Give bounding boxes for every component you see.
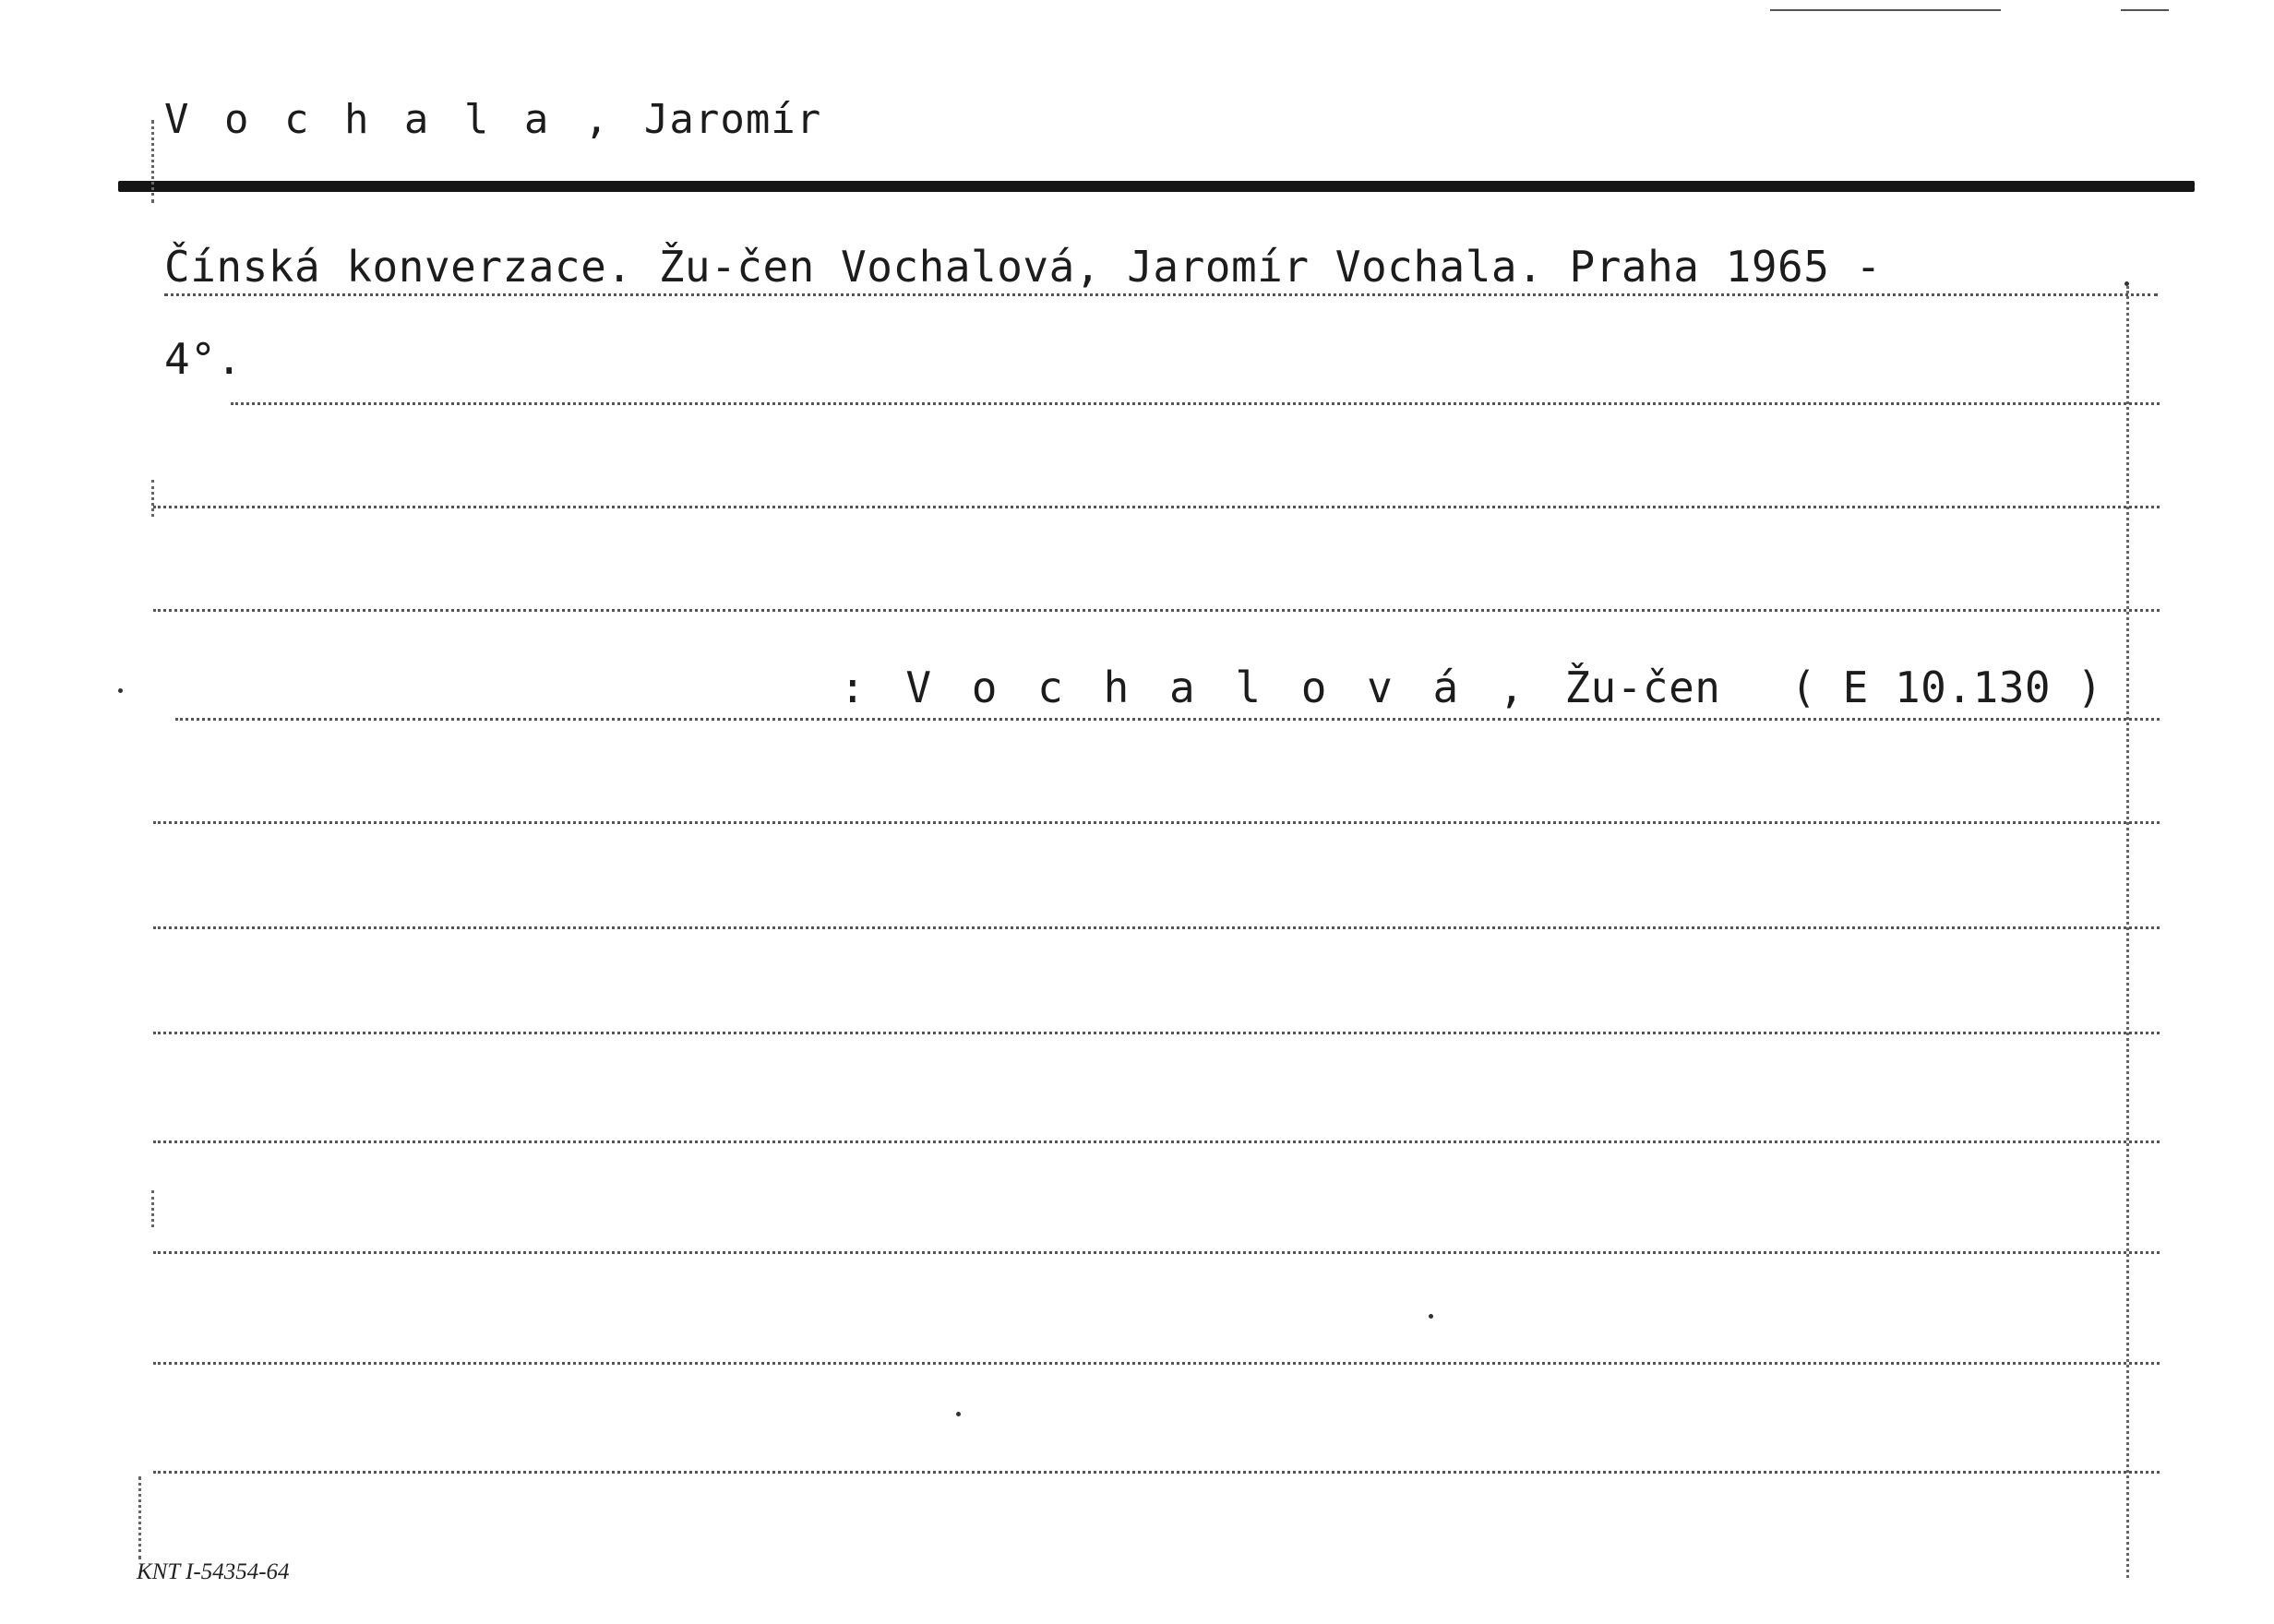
ink-speck [2124, 281, 2129, 286]
ruled-line [153, 1032, 2160, 1034]
top-edge-mark [1770, 9, 2001, 11]
ruled-line [153, 1471, 2160, 1474]
ruled-line [164, 293, 2158, 296]
ruled-line [153, 609, 2160, 612]
ruled-line [153, 1362, 2160, 1365]
added-entry-surname: V o c h a l o v á , [905, 663, 1532, 712]
added-entry-prefix: : [840, 663, 873, 712]
right-margin-line [2126, 286, 2129, 1578]
call-number: ( E 10.130 ) [1790, 663, 2103, 712]
ruled-line [153, 506, 2160, 508]
ruled-line [153, 1251, 2160, 1254]
author-given-name: Jaromír [643, 96, 822, 143]
ink-speck [1429, 1314, 1433, 1319]
ink-speck [956, 1412, 961, 1416]
left-margin-line [138, 1476, 141, 1559]
added-entry [840, 663, 2103, 712]
ruled-line [153, 821, 2160, 824]
author-heading [164, 96, 821, 143]
top-edge-mark [2121, 9, 2169, 11]
ruled-line [175, 718, 2160, 721]
ruled-line [231, 402, 2160, 405]
author-surname: V o c h a l a , [164, 96, 615, 143]
left-margin-line [151, 1190, 154, 1227]
ink-speck [118, 688, 123, 693]
added-entry-given-name: Žu-čen [1564, 663, 1721, 712]
left-margin-line [151, 120, 154, 203]
format-statement: 4°. [164, 334, 243, 384]
heading-rule [118, 181, 2195, 192]
left-margin-line [151, 480, 154, 517]
print-code: KNT I-54354-64 [137, 1559, 290, 1584]
ruled-line [153, 1140, 2160, 1143]
ruled-line [153, 926, 2160, 929]
title-statement: Čínská konverzace. Žu-čen Vochalová, Jaromír Vochala. Praha 1965 - [164, 242, 1882, 292]
